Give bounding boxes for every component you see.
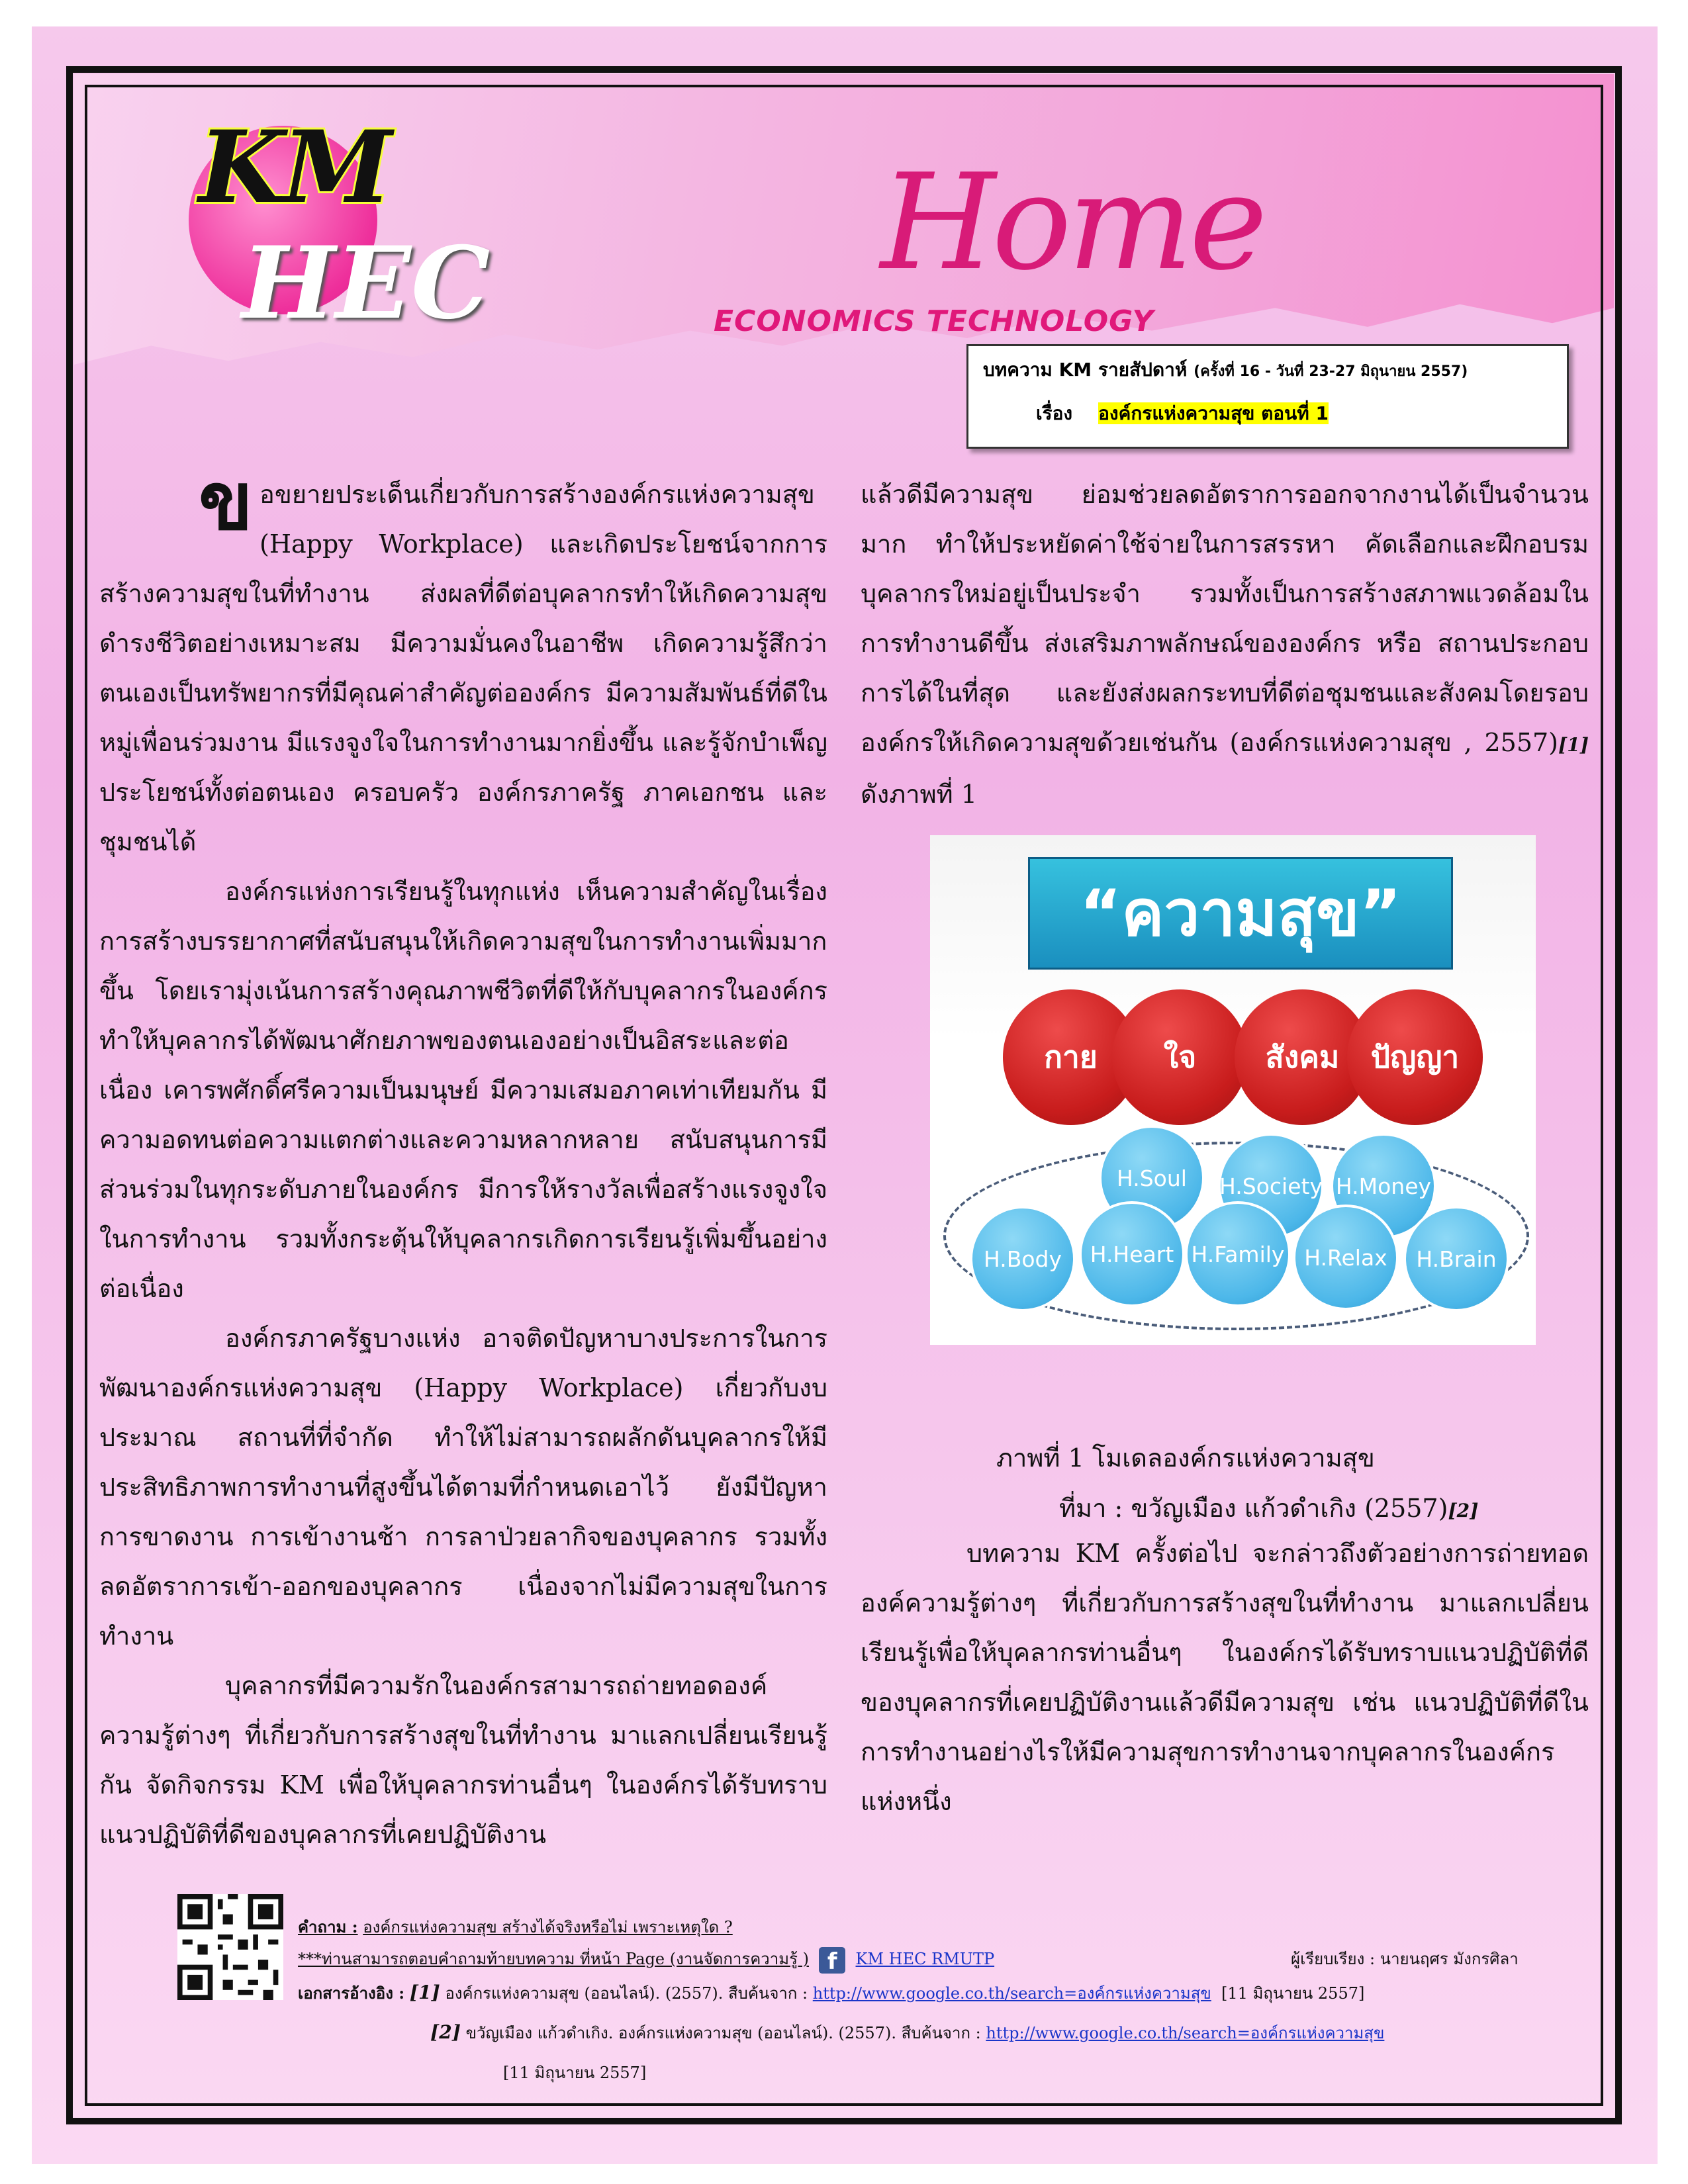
red-circle-mind: ใจ — [1112, 989, 1248, 1125]
blue-circle-family: H.Family — [1185, 1201, 1291, 1307]
reference-1-text: องค์กรแห่งความสุข (ออนไลน์). (2557). สืบค้นจาก : — [445, 1984, 808, 2003]
reference-1-date: [11 มิถุนายน 2557] — [1221, 1984, 1365, 2003]
reference-2-link[interactable]: http://www.google.co.th/search=องค์กรแห่งความสุข — [986, 2024, 1385, 2042]
figure-source — [1059, 1488, 1478, 1528]
reference-2-number: [2] — [430, 2021, 461, 2043]
paragraph-5-text: แล้วดีมีความสุข ย่อมช่วยลดอัตราการออกจากงานได้เป็นจำนวนมาก ทำให้ประหยัดค่าใช้จ่ายในการสรรหา คัดเลือกและฝึกอบรมบุคลากรใหม่อยู่เป็นประจำ รวมทั้งเป็นการสร้างสภาพแวดล้อมในการทำงานดีขึ้น ส่งเสริมภาพลักษณ์ขององค์กร หรือ สถานประกอบการได้ในที่สุด และยังส่งผลกระทบที่ดีต่อชุมชนและสังคมโดยรอบองค์กรให้เกิดความสุขด้วยเช่นกัน (องค์กรแห่งความสุข , 2557) — [861, 480, 1589, 757]
reference-2-date: [11 มิถุนายน 2557] — [503, 2064, 647, 2082]
article-column-left — [99, 455, 827, 1860]
home-logo-tagline: ECONOMICS TECHNOLOGY — [714, 304, 1154, 338]
author-credit: ผู้เรียบเรียง : นายนฤศร มังกรศิลา — [1291, 1950, 1519, 1968]
qr-code — [177, 1894, 283, 2000]
reference-1 — [298, 1980, 1364, 2006]
reference-label: เอกสารอ้างอิง : — [298, 1983, 405, 2003]
paragraph-3: องค์กรภาครัฐบางแห่ง อาจติดปัญหาบางประการในการพัฒนาองค์กรแห่งความสุข (Happy Workplace) เกี่ยวกับงบประมาณ สถานที่ที่จำกัด ทำให้ไม่สามารถผลักดันบุคลากรให้มีประสิทธิภาพการทำงานที่สูงขึ้นได้ตามที่กำหนดเอาไว้ ยังมีปัญหาการขาดงาน การเข้างานช้า การลาป่วยลากิจของบุคลากร รวมทั้ง ลดอัตราการเข้า-ออกของบุคลากร เนื่องจากไม่มีความสุขในการทำงาน — [99, 1324, 827, 1651]
home-logo-script: Home — [880, 146, 1264, 300]
logo-hec-text: HEC — [242, 225, 491, 341]
footer-answer-line — [298, 1946, 994, 1974]
citation-1: [1] — [1558, 734, 1589, 756]
paragraph-5 — [861, 470, 1589, 819]
red-circle-wisdom: ปัญญา — [1347, 989, 1483, 1125]
blue-circle-relax: H.Relax — [1293, 1205, 1399, 1310]
article-column-right — [861, 470, 1589, 819]
article-info-box — [966, 344, 1569, 449]
footer-question — [298, 1914, 733, 1940]
blue-circle-body: H.Body — [970, 1206, 1076, 1312]
paragraph-1 — [99, 455, 827, 867]
red-circle-body: กาย — [1003, 989, 1139, 1125]
article-issue: (ครั้งที่ 16 - วันที่ 23-27 มิถุนายน 2557) — [1194, 363, 1468, 380]
reference-2-text: ขวัญเมือง แก้วดำเกิง. องค์กรแห่งความสุข (ออนไลน์). (2557). สืบค้นจาก : — [465, 2024, 981, 2042]
reference-2 — [430, 2020, 1384, 2046]
figure-caption: ภาพที่ 1 โมเดลองค์กรแห่งความสุข — [996, 1443, 1375, 1473]
paragraph-2: องค์กรแห่งการเรียนรู้ในทุกแห่ง เห็นความสำคัญในเรื่องการสร้างบรรยากาศที่สนับสนุนให้เกิดความสุขในการทำงานเพิ่มมากขึ้น โดยเรามุ่งเน้นการสร้างคุณภาพชีวิตที่ดีให้กับบุคลากรในองค์กร ทำให้บุคลากรได้พัฒนาศักยภาพของตนเองอย่างเป็นอิสระและต่อเนื่อง เคารพศักดิ์ศรีความเป็นมนุษย์ มีความเสมอภาคเท่าเทียมกัน มีความอดทนต่อความแตกต่างและความหลากหลาย สนับสนุนการมีส่วนร่วมในทุกระดับภายในองค์กร มีการให้รางวัลเพื่อสร้างแรงจูงใจในการทำงาน รวมทั้งกระตุ้นให้บุคลากรเกิดการเรียนรู้เพิ่มขึ้นอย่างต่อเนื่อง — [99, 877, 827, 1303]
blue-circle-soul: H.Soul — [1099, 1125, 1205, 1231]
drop-cap: ข — [199, 455, 254, 548]
red-circle-society: สังคม — [1235, 989, 1370, 1125]
logo-km-text: KM — [199, 109, 390, 226]
blue-circle-heart: H.Heart — [1079, 1201, 1185, 1307]
figure-source-text: ที่มา : ขวัญเมือง แก้วดำเกิง (2557) — [1059, 1494, 1448, 1523]
figure-title-box: “ความสุข” — [1028, 857, 1453, 970]
answer-note: ***ท่านสามารถตอบคำถามท้ายบทความ ที่หน้า Page (งานจัดการความรู้ ) — [298, 1950, 809, 1968]
subject-label: เรื่อง — [1036, 402, 1073, 424]
citation-2: [2] — [1448, 1500, 1479, 1522]
blue-circle-society: H.Society — [1218, 1133, 1324, 1239]
facebook-page-link[interactable]: KM HEC RMUTP — [855, 1950, 995, 1968]
paragraph-4: บุคลากรที่มีความรักในองค์กรสามารถถ่ายทอดองค์ความรู้ต่างๆ ที่เกี่ยวกับการสร้างสุขในที่ทำงาน มาแลกเปลี่ยนเรียนรู้กัน จัดกิจกรรม KM เพื่อให้บุคลากรท่านอื่นๆ ในองค์กรได้รับทราบแนวปฏิบัติที่ดีของบุคลากรที่เคยปฏิบัติงาน — [99, 1671, 827, 1849]
article-series-line — [983, 355, 1552, 385]
blue-circle-brain: H.Brain — [1403, 1206, 1509, 1312]
article-column-right-bottom — [861, 1529, 1589, 1827]
reference-1-number: [1] — [409, 1981, 440, 2003]
article-subject-line — [983, 399, 1552, 428]
paragraph-5-tail: ดังภาพที่ 1 — [861, 780, 977, 809]
article-series: บทความ KM รายสัปดาห์ — [983, 359, 1188, 381]
reference-1-link[interactable]: http://www.google.co.th/search=องค์กรแห่งความสุข — [812, 1984, 1211, 2003]
happiness-model-figure — [930, 835, 1536, 1345]
subject-value: องค์กรแห่งความสุข ตอนที่ 1 — [1098, 402, 1329, 424]
facebook-icon[interactable]: f — [819, 1947, 845, 1974]
blue-circle-money: H.Money — [1331, 1133, 1436, 1239]
question-text: องค์กรแห่งความสุข สร้างได้จริงหรือไม่ เพราะเหตุใด ? — [363, 1918, 733, 1936]
paragraph-6: บทความ KM ครั้งต่อไป จะกล่าวถึงตัวอย่างการถ่ายทอดองค์ความรู้ต่างๆ ที่เกี่ยวกับการสร้างสุขในที่ทำงาน มาแลกเปลี่ยนเรียนรู้เพื่อให้บุคลากรท่านอื่นๆ ในองค์กรได้รับทราบแนวปฏิบัติที่ดีของบุคลากรที่เคยปฏิบัติงานแล้วดีมีความสุข เช่น แนวปฏิบัติที่ดีในการทำงานอย่างไรให้มีความสุขการทำงานจากบุคลากรในองค์กรแห่งหนึ่ง — [861, 1539, 1589, 1816]
question-label: คำถาม : — [298, 1917, 358, 1936]
paragraph-1-text: อขยายประเด็นเกี่ยวกับการสร้างองค์กรแห่งความสุข (Happy Workplace) และเกิดประโยชน์จากการสร้างความสุขในที่ทำงาน ส่งผลที่ดีต่อบุคลากรทำให้เกิดความสุข ดำรงชีวิตอย่างเหมาะสม มีความมั่นคงในอาชีพ เกิดความรู้สึกว่าตนเองเป็นทรัพยากรที่มีคุณค่าสำคัญต่อองค์กร มีความสัมพันธ์ที่ดีในหมู่เพื่อนร่วมงาน มีแรงจูงใจในการทำงานมากยิ่งขึ้น และรู้จักบำเพ็ญประโยชน์ทั้งต่อตนเอง ครอบครัว องค์กรภาครัฐ ภาคเอกชน และชุมชนได้ — [99, 480, 827, 856]
